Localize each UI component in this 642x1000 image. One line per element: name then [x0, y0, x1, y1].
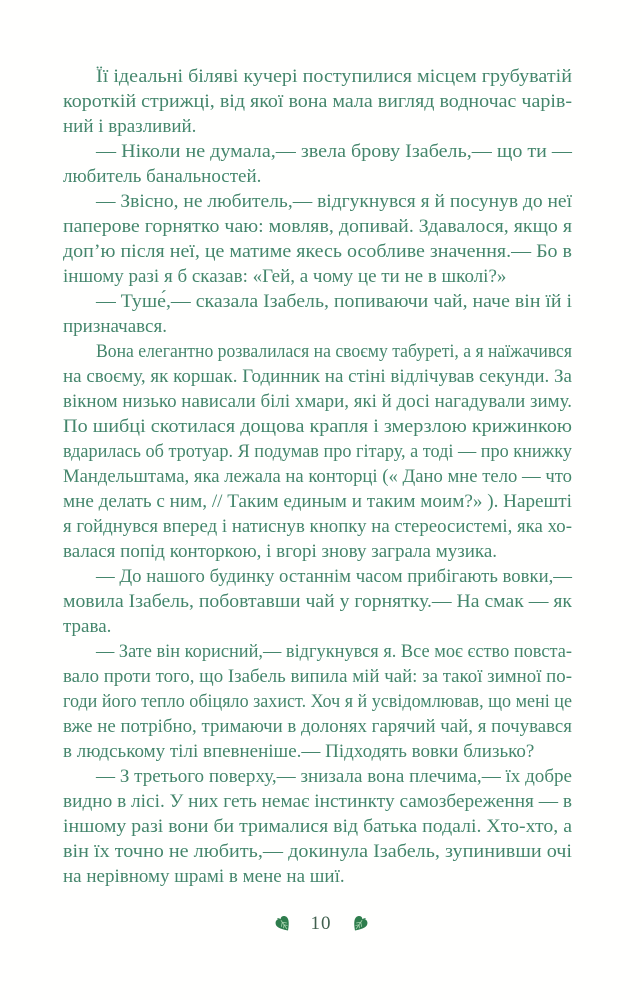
text-line: — До нашого будинку останнім часом прибігають вовки,— — [96, 566, 572, 587]
text-line: короткій стрижці, від якої вона мала вигляд водночас чарів- — [63, 91, 572, 112]
text-line: любитель банальностей. — [63, 166, 262, 187]
text-line: мне делать с ним, // Таким единым и таким моим?» ). Нарешті — [63, 491, 572, 512]
text-line: він їх точно не любить,— докинула Ізабель, зупинивши очі — [63, 841, 572, 862]
text-line: доп’ю після неї, це матиме якесь особливе значення.— Бо в — [63, 241, 572, 262]
text-line: вало проти того, що Ізабель випила мій чай: за такої зимної по- — [63, 666, 572, 687]
text-line: ний і вразливий. — [63, 116, 197, 137]
text-line: вже не потрібно, тримаючи в долонях гарячий чай, я почувався — [63, 716, 572, 737]
text-line: — Туше́,— сказала Ізабель, попиваючи чай, наче він їй і — [96, 291, 572, 312]
text-line: — З третього поверху,— знизала вона плечима,— їх добре — [96, 766, 572, 787]
text-line: По шибці скотилася дощова крапля і змерзлою крижинкою — [63, 416, 572, 437]
page-number: 10 — [310, 913, 332, 934]
text-line: — Звісно, не любитель,— відгукнувся я й посунув до неї — [96, 191, 572, 212]
text-line: Вона елегантно розвалилася на своєму табуреті, а я наїжачився — [96, 341, 572, 362]
text-line: видно в лісі. У них геть немає інстинкту самозбереження — в — [63, 791, 572, 812]
text-line: призначався. — [63, 316, 167, 337]
text-line: іншому разі я б сказав: «Гей, а чому це ти не в школі?» — [63, 266, 507, 287]
text-line: мовила Ізабель, побовтавши чай у горнятку.— На смак — як — [63, 591, 572, 612]
text-line: годи його тепло обіцяло захист. Хоч я й усвідомлював, що мені це — [63, 691, 572, 712]
text-line: в людському тілі впевненіше.— Підходять вовки близько? — [63, 741, 535, 762]
text-line: Мандельштама, яка лежала на конторці (« Дано мне тело — что — [63, 466, 572, 487]
page-text — [63, 64, 572, 889]
text-line: на своєму, як коршак. Годинник на стіні відлічував секунди. За — [63, 366, 572, 387]
text-line: валася попід конторкою, і вгорі знову заграла музика. — [63, 541, 498, 562]
leaf-right-icon — [349, 913, 370, 935]
text-line: паперове горнятко чаю: мовляв, допивай. Здавалося, якщо я — [63, 216, 572, 237]
text-line: вікном низько нависали білі хмари, які й досі нагадували зиму. — [63, 391, 572, 412]
text-line: на нерівному шрамі в мене на шиї. — [63, 866, 345, 887]
text-line: трава. — [63, 616, 112, 637]
text-line: — Зате він корисний,— відгукнувся я. Все моє єство повста- — [96, 641, 572, 662]
text-line: вдарилась об тротуар. Я подумав про гітару, а тоді — про книжку — [63, 441, 572, 462]
text-line: — Ніколи не думала,— звела брову Ізабель,— що ти — — [96, 141, 572, 162]
text-line: іншому разі вони би трималися від батька подалі. Хто-хто, а — [63, 816, 572, 837]
page-footer — [0, 910, 642, 938]
text-line: я гойднувся вперед і натиснув кнопку на стереосистемі, яка хо- — [63, 516, 572, 537]
text-line: Її ідеальні біляві кучері поступилися місцем грубуватій — [96, 66, 572, 87]
leaf-left-icon — [273, 913, 294, 935]
